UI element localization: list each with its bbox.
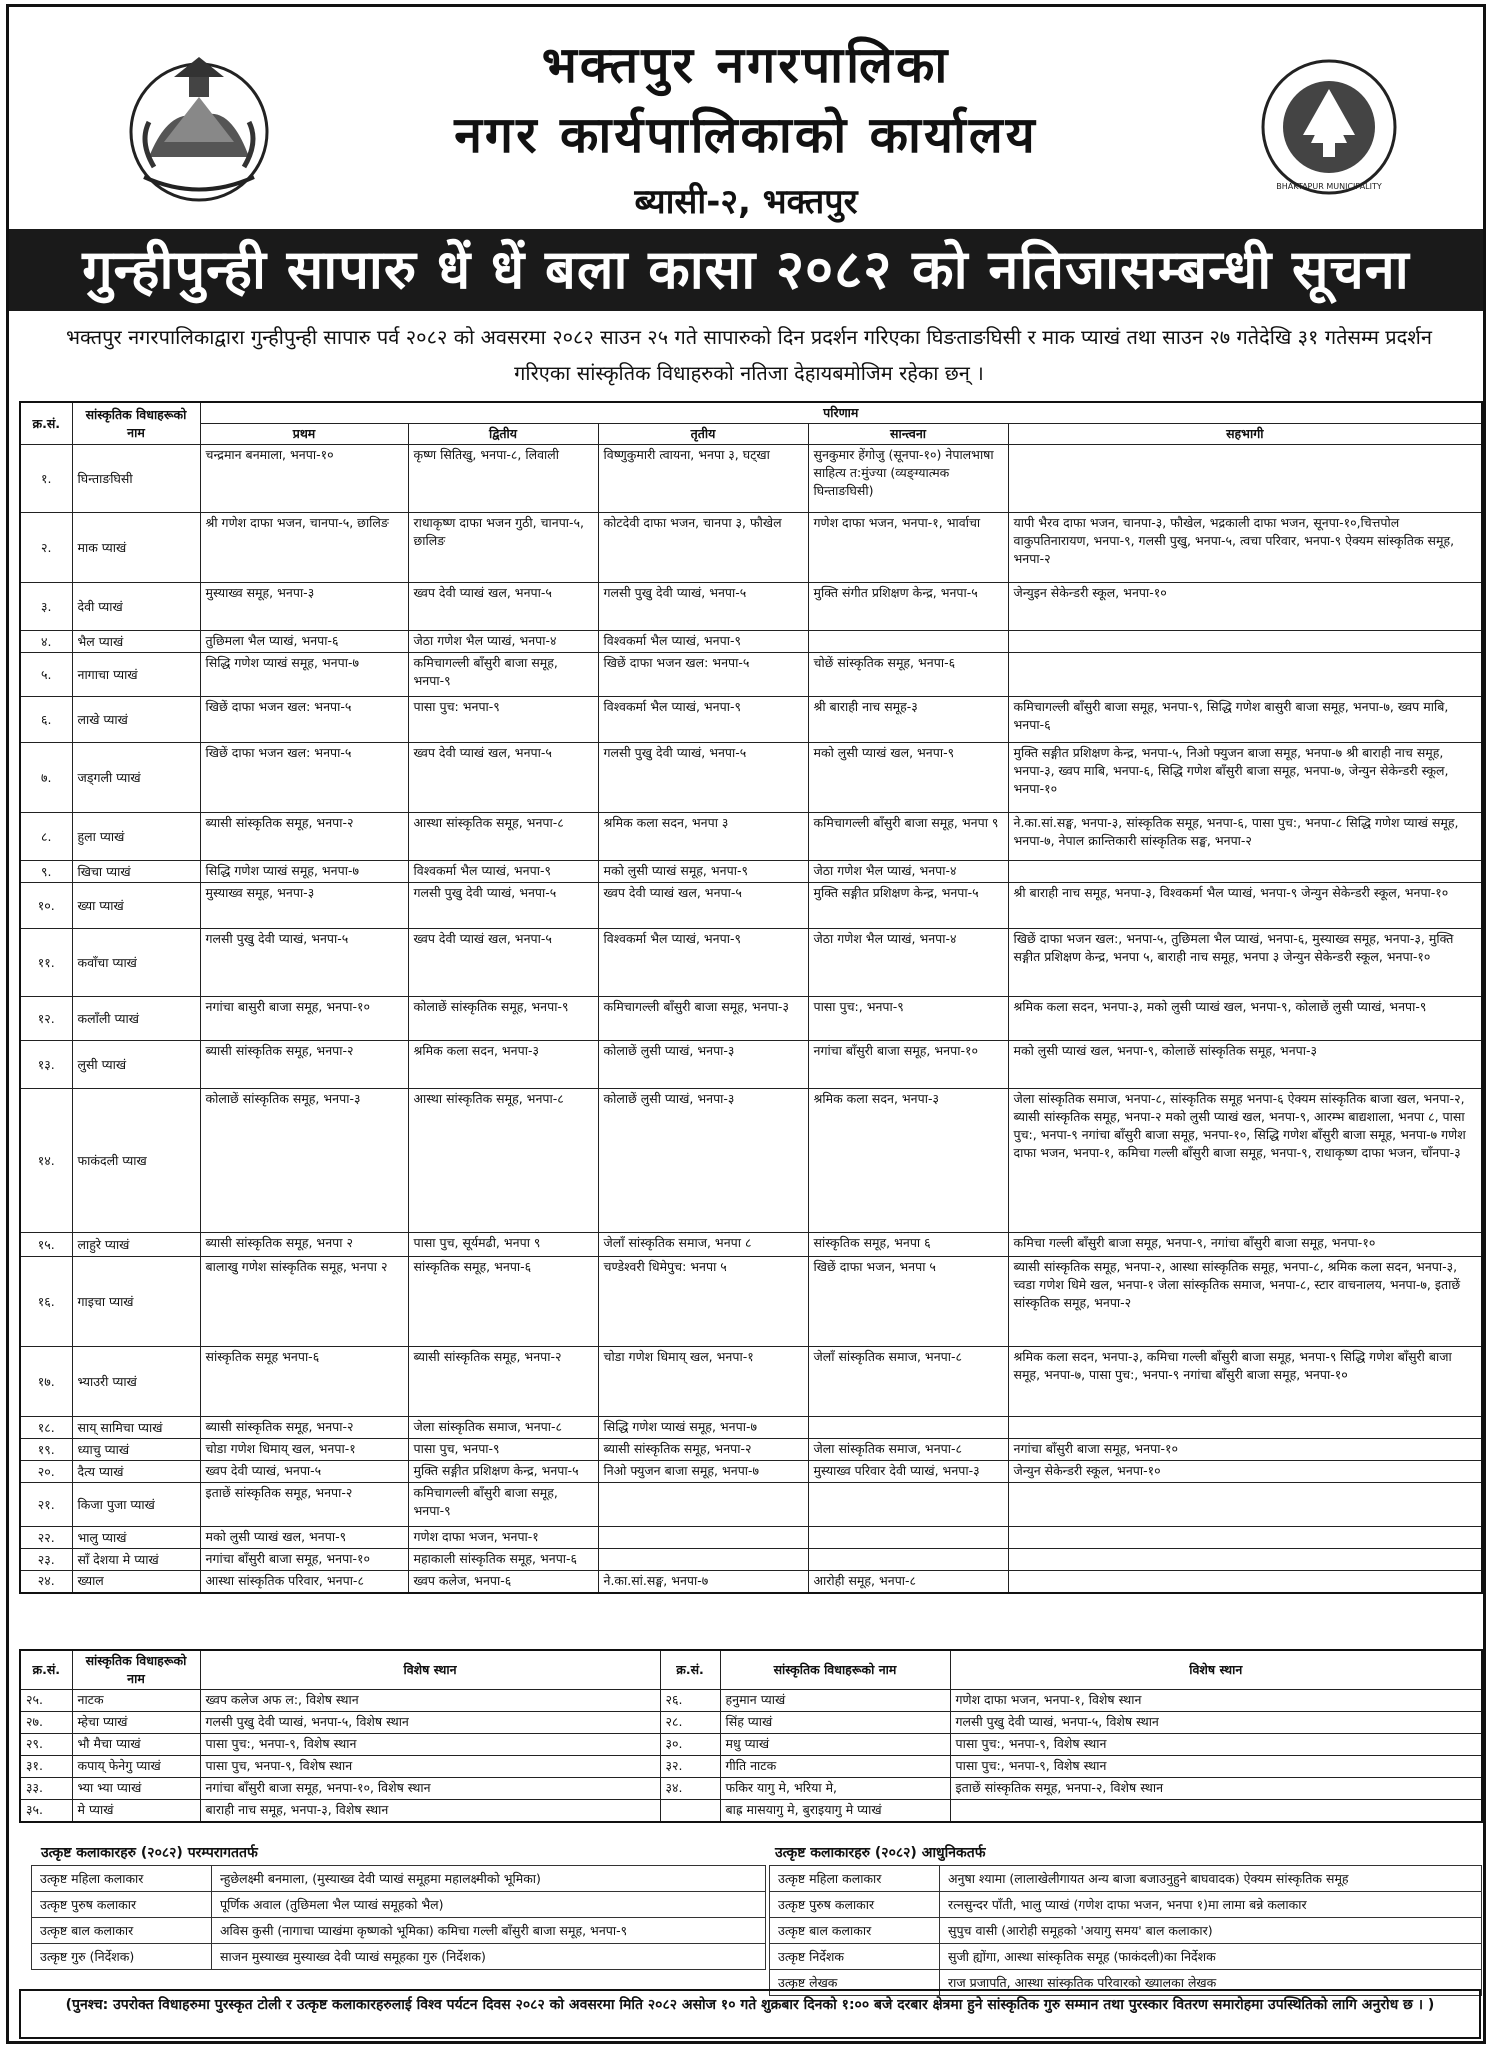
row-consolation [808, 631, 1008, 653]
row-first: सिद्धि गणेश प्याखं समूह, भनपा-७ [200, 653, 408, 697]
row-participation: जेन्युन सेकेन्डरी स्कूल, भनपा-१० [1008, 1461, 1482, 1483]
row-third: विश्वकर्मा भैल प्याखं, भनपा-९ [598, 697, 808, 743]
special-col-sn-2: क्र.सं. [660, 1650, 720, 1690]
row-first: कोलाछें सांस्कृतिक समूह, भनपा-३ [200, 1089, 408, 1233]
row-genre-name: खिचा प्याखं [72, 861, 200, 883]
row-second: पासा पुच: भनपा-९ [408, 697, 598, 743]
row-first: सांस्कृतिक समूह भनपा-६ [200, 1347, 408, 1417]
row-consolation: जेठा गणेश भैल प्याखं, भनपा-४ [808, 861, 1008, 883]
row-second: गणेश दाफा भजन, भनपा-१ [408, 1527, 598, 1549]
row-consolation: मुस्याख्व परिवार देवी प्याखं, भनपा-३ [808, 1461, 1008, 1483]
row-first: ब्यासी सांस्कृतिक समूह, भनपा २ [200, 1233, 408, 1257]
artist-name: राज प्रजापति, आस्था सांस्कृतिक परिवारको ख्यालका लेखक [940, 1970, 1482, 1996]
notice-banner-title: गुन्हीपुन्ही सापारु धें धें बला कासा २०८२ को नतिजासम्बन्धी सूचना [9, 229, 1483, 311]
artist-name: सुपुच वासी (आरोही समूहको 'अयागु समय' बाल कलाकार) [940, 1918, 1482, 1944]
result-row [20, 1527, 1482, 1549]
special-col-place-2: विशेष स्थान [950, 1650, 1482, 1690]
row-genre-name: किजा पुजा प्याखं [72, 1483, 200, 1527]
row-consolation: मुक्ति संगीत प्रशिक्षण केन्द्र, भनपा-५ [808, 583, 1008, 631]
row-participation: खिछें दाफा भजन खल:, भनपा-५, तुछिमला भैल प्याखं, भनपा-६, मुस्याख्व समूह, भनपा-३, मुक्ति सङ्गीत प्रशिक्षण केन्द्र, भनपा ५, बाराही नाच समूह, भनपा ३ जेन्युन सेकेन्डरी स्कूल, भनपा-१० [1008, 929, 1482, 997]
row-consolation [808, 1527, 1008, 1549]
result-row [20, 997, 1482, 1041]
row-first: नगांचा बाँसुरी बाजा समूह, भनपा-१० [200, 1549, 408, 1571]
row-participation [1008, 1527, 1482, 1549]
row-genre-name: लाखे प्याखं [72, 697, 200, 743]
result-row [20, 1347, 1482, 1417]
municipality-name: भक्तपुर नगरपालिका [541, 36, 951, 94]
artist-name: अविस कुसी (नागाचा प्याखंमा कृष्णको भूमिका) कमिचा गल्ली बाँसुरी बाजा समूह, भनपा-९ [212, 1918, 766, 1944]
special-sn-2 [660, 1800, 720, 1822]
row-first: चन्द्रमान बनमाला, भनपा-१० [200, 445, 408, 513]
artist-row [32, 1918, 766, 1944]
result-row [20, 513, 1482, 583]
row-third: श्रमिक कला सदन, भनपा ३ [598, 813, 808, 861]
row-third: ख्वप देवी प्याखं खल, भनपा-५ [598, 883, 808, 929]
special-genre-name: म्हेचा प्याखं [72, 1712, 200, 1734]
row-consolation: गणेश दाफा भजन, भनपा-१, भार्वाचा [808, 513, 1008, 583]
row-consolation: जेला सांस्कृतिक समाज, भनपा-८ [808, 1439, 1008, 1461]
special-place: ख्वप कलेज अफ ल:, विशेष स्थान [200, 1690, 660, 1712]
modern-artists-table [769, 1865, 1482, 1996]
row-first: मुस्याख्व समूह, भनपा-३ [200, 583, 408, 631]
result-row [20, 653, 1482, 697]
row-sn: १२. [20, 997, 72, 1041]
row-third: कोलाछें लुसी प्याखं, भनपा-३ [598, 1041, 808, 1089]
row-third: ब्यासी सांस्कृतिक समूह, भनपा-२ [598, 1439, 808, 1461]
row-genre-name: साय् सामिचा प्याखं [72, 1417, 200, 1439]
special-genre-name-2: बाह्र मासयागु मे, बुराइयागु मे प्याखं [720, 1800, 950, 1822]
row-genre-name: कवाँचा प्याखं [72, 929, 200, 997]
result-row [20, 883, 1482, 929]
row-sn: १६. [20, 1257, 72, 1347]
result-row [20, 1483, 1482, 1527]
row-first: चोडा गणेश धिमाय् खल, भनपा-१ [200, 1439, 408, 1461]
row-first: ब्यासी सांस्कृतिक समूह, भनपा-२ [200, 813, 408, 861]
row-second: ख्वप देवी प्याखं खल, भनपा-५ [408, 743, 598, 813]
row-participation: ने.का.सां.सङ्घ, भनपा-३, सांस्कृतिक समूह, भनपा-६, पासा पुच:, भनपा-८ सिद्धि गणेश प्याखं समूह, भनपा-७, नेपाल क्रान्तिकारी सांस्कृतिक सङ्घ, भनपा-२ [1008, 813, 1482, 861]
row-third: गलसी पुखु देवी प्याखं, भनपा-५ [598, 743, 808, 813]
row-genre-name: देवी प्याखं [72, 583, 200, 631]
row-genre-name: फाकंदली प्याख [72, 1089, 200, 1233]
row-sn: १५. [20, 1233, 72, 1257]
row-sn: २१. [20, 1483, 72, 1527]
row-second: कमिचागल्ली बाँसुरी बाजा समूह, भनपा-९ [408, 653, 598, 697]
special-col-name: सांस्कृतिक विधाहरूको नाम [72, 1650, 200, 1690]
row-first: आस्था सांस्कृतिक परिवार, भनपा-८ [200, 1571, 408, 1593]
special-sn: ३१. [20, 1756, 72, 1778]
row-participation [1008, 1549, 1482, 1571]
row-genre-name: हुला प्याखं [72, 813, 200, 861]
result-row [20, 631, 1482, 653]
row-first: सिद्धि गणेश प्याखं समूह, भनपा-७ [200, 861, 408, 883]
artist-name: अनुषा श्यामा (लालाखेलीगायत अन्य बाजा बजाउनुहुने बाघवादक) ऐक्यम सांस्कृतिक समूह [940, 1866, 1482, 1892]
row-participation [1008, 653, 1482, 697]
special-place-2: गणेश दाफा भजन, भनपा-१, विशेष स्थान [950, 1690, 1482, 1712]
row-sn: ४. [20, 631, 72, 653]
special-row [20, 1734, 1482, 1756]
artist-award-category: उत्कृष्ट लेखक [770, 1970, 940, 1996]
special-place-2: गलसी पुखु देवी प्याखं, भनपा-५, विशेष स्थान [950, 1712, 1482, 1734]
artist-row [32, 1892, 766, 1918]
row-consolation: नगांचा बाँसुरी बाजा समूह, भनपा-१० [808, 1041, 1008, 1089]
row-second: श्रमिक कला सदन, भनपा-३ [408, 1041, 598, 1089]
special-sn-2: २६. [660, 1690, 720, 1712]
row-consolation: श्रमिक कला सदन, भनपा-३ [808, 1089, 1008, 1233]
result-row [20, 1439, 1482, 1461]
special-col-sn: क्र.सं. [20, 1650, 72, 1690]
special-row [20, 1756, 1482, 1778]
special-place: गलसी पुखु देवी प्याखं, भनपा-५, विशेष स्थान [200, 1712, 660, 1734]
result-row [20, 583, 1482, 631]
row-consolation: आरोही समूह, भनपा-८ [808, 1571, 1008, 1593]
best-artists-section [19, 1843, 1481, 1989]
row-second: कमिचागल्ली बाँसुरी बाजा समूह, भनपा-९ [408, 1483, 598, 1527]
col-first: प्रथम [200, 424, 408, 445]
row-second: गलसी पुखु देवी प्याखं, भनपा-५ [408, 883, 598, 929]
special-place: पासा पुच, भनपा-९, विशेष स्थान [200, 1756, 660, 1778]
row-first: तुछिमला भैल प्याखं, भनपा-६ [200, 631, 408, 653]
row-sn: ५. [20, 653, 72, 697]
row-consolation: चोछें सांस्कृतिक समूह, भनपा-६ [808, 653, 1008, 697]
row-second: जेठा गणेश भैल प्याखं, भनपा-४ [408, 631, 598, 653]
artist-award-category: उत्कृष्ट पुरुष कलाकार [770, 1892, 940, 1918]
special-col-place: विशेष स्थान [200, 1650, 660, 1690]
result-row [20, 1549, 1482, 1571]
result-row [20, 813, 1482, 861]
row-first: ब्यासी सांस्कृतिक समूह, भनपा-२ [200, 1417, 408, 1439]
row-participation: श्री बाराही नाच समूह, भनपा-३, विश्वकर्मा भैल प्याखं, भनपा-९ जेन्युन सेकेन्डरी स्कूल, भनपा-१० [1008, 883, 1482, 929]
row-participation: ब्यासी सांस्कृतिक समूह, भनपा-२, आस्था सांस्कृतिक समूह, भनपा-८, श्रमिक कला सदन, भनपा-३, च्वडा गणेश धिमे खल, भनपा-१ जेला सांस्कृतिक समाज, भनपा-८, स्टार वाचनालय, भनपा-७, इताछें सांस्कृतिक समूह, भनपा-२ [1008, 1257, 1482, 1347]
row-sn: १. [20, 445, 72, 513]
row-second: कृष्ण सितिखु, भनपा-८, लिवाली [408, 445, 598, 513]
row-participation [1008, 445, 1482, 513]
row-first: खिछें दाफा भजन खल: भनपा-५ [200, 743, 408, 813]
special-genre-name-2: फकिर यागु मे, भरिया मे, [720, 1778, 950, 1800]
row-participation: कमिचा गल्ली बाँसुरी बाजा समूह, भनपा-९, नगांचा बाँसुरी बाजा समूह, भनपा-१० [1008, 1233, 1482, 1257]
row-sn: २. [20, 513, 72, 583]
row-consolation: श्री बाराही नाच समूह-३ [808, 697, 1008, 743]
row-genre-name: साँ देशया मे प्याखं [72, 1549, 200, 1571]
special-place: बाराही नाच समूह, भनपा-३, विशेष स्थान [200, 1800, 660, 1822]
row-participation: मुक्ति सङ्गीत प्रशिक्षण केन्द्र, भनपा-५, निओ फ्युजन बाजा समूह, भनपा-७ श्री बाराही नाच समूह, भनपा-३, ख्वप माबि, भनपा-६, सिद्धि गणेश बाँसुरी बाजा समूह, भनपा-७, जेन्युन सेकेन्डरी स्कूल, भनपा-१० [1008, 743, 1482, 813]
row-sn: १८. [20, 1417, 72, 1439]
artist-award-category: उत्कृष्ट पुरुष कलाकार [32, 1892, 212, 1918]
special-sn: २७. [20, 1712, 72, 1734]
row-genre-name: भैल प्याखं [72, 631, 200, 653]
result-row [20, 743, 1482, 813]
row-genre-name: भ्याउरी प्याखं [72, 1347, 200, 1417]
row-sn: २२. [20, 1527, 72, 1549]
special-place-2: पासा पुच:, भनपा-९, विशेष स्थान [950, 1756, 1482, 1778]
artist-row [32, 1944, 766, 1970]
row-sn: ८. [20, 813, 72, 861]
result-row [20, 929, 1482, 997]
result-row [20, 1233, 1482, 1257]
row-third: खिछें दाफा भजन खल: भनपा-५ [598, 653, 808, 697]
artist-award-category: उत्कृष्ट निर्देशक [770, 1944, 940, 1970]
result-row [20, 1089, 1482, 1233]
special-row [20, 1712, 1482, 1734]
row-consolation: मको लुसी प्याखं खल, भनपा-९ [808, 743, 1008, 813]
special-genre-name: भ्या भ्या प्याखं [72, 1778, 200, 1800]
row-third: मको लुसी प्याखं समूह, भनपा-९ [598, 861, 808, 883]
artist-name: साजन मुस्याख्व मुस्याख्व देवी प्याखं समूहका गुरु (निर्देशक) [212, 1944, 766, 1970]
row-second: विश्वकर्मा भैल प्याखं, भनपा-९ [408, 861, 598, 883]
row-second: कोलाछें सांस्कृतिक समूह, भनपा-९ [408, 997, 598, 1041]
row-sn: १४. [20, 1089, 72, 1233]
result-row [20, 1041, 1482, 1089]
result-row [20, 1571, 1482, 1593]
row-second: ख्वप देवी प्याखं खल, भनपा-५ [408, 583, 598, 631]
result-row [20, 445, 1482, 513]
artist-row [770, 1918, 1482, 1944]
row-second: मुक्ति सङ्गीत प्रशिक्षण केन्द्र, भनपा-५ [408, 1461, 598, 1483]
row-sn: ३. [20, 583, 72, 631]
row-genre-name: जड्गली प्याखं [72, 743, 200, 813]
row-third: सिद्धि गणेश प्याखं समूह, भनपा-७ [598, 1417, 808, 1439]
row-participation: मको लुसी प्याखं खल, भनपा-९, कोलाछें सांस्कृतिक समूह, भनपा-३ [1008, 1041, 1482, 1089]
notice-page [6, 4, 1486, 2044]
row-genre-name: दैत्य प्याखं [72, 1461, 200, 1483]
artist-row [770, 1892, 1482, 1918]
row-consolation: मुक्ति सङ्गीत प्रशिक्षण केन्द्र, भनपा-५ [808, 883, 1008, 929]
row-second: जेला सांस्कृतिक समाज, भनपा-८ [408, 1417, 598, 1439]
row-genre-name: नागाचा प्याखं [72, 653, 200, 697]
special-place: नगांचा बाँसुरी बाजा समूह, भनपा-१०, विशेष स्थान [200, 1778, 660, 1800]
row-consolation: पासा पुच:, भनपा-९ [808, 997, 1008, 1041]
special-sn-2: ३४. [660, 1778, 720, 1800]
row-participation: श्रमिक कला सदन, भनपा-३, कमिचा गल्ली बाँसुरी बाजा समूह, भनपा-९ सिद्धि गणेश बाँसुरी बाजा समूह, भनपा-७, पासा पुच:, भनपा-९ नगांचा बाँसुरी बाजा समूह, भनपा-१० [1008, 1347, 1482, 1417]
special-genre-name-2: गीति नाटक [720, 1756, 950, 1778]
row-second: ब्यासी सांस्कृतिक समूह, भनपा-२ [408, 1347, 598, 1417]
artist-name: रत्नसुन्दर पाँती, भालु प्याखं (गणेश दाफा भजन, भनपा १)मा लामा बन्ने कलाकार [940, 1892, 1482, 1918]
artist-name: पूर्णिक अवाल (तुछिमला भैल प्याखं समूहको भैल) [212, 1892, 766, 1918]
special-place-2: पासा पुच:, भनपा-९, विशेष स्थान [950, 1734, 1482, 1756]
row-participation [1008, 861, 1482, 883]
row-sn: १३. [20, 1041, 72, 1089]
col-result: परिणाम [200, 402, 1482, 424]
special-row [20, 1800, 1482, 1822]
special-row [20, 1778, 1482, 1800]
special-row [20, 1690, 1482, 1712]
row-third: विश्वकर्मा भैल प्याखं, भनपा-९ [598, 929, 808, 997]
special-col-name-2: सांस्कृतिक विधाहरूको नाम [720, 1650, 950, 1690]
row-sn: २०. [20, 1461, 72, 1483]
row-second: आस्था सांस्कृतिक समूह, भनपा-८ [408, 1089, 598, 1233]
special-genre-name: कपाय् फेनेगु प्याखं [72, 1756, 200, 1778]
row-third: जेलाँ सांस्कृतिक समाज, भनपा ८ [598, 1233, 808, 1257]
row-participation: जेला सांस्कृतिक समाज, भनपा-८, सांस्कृतिक समूह भनपा-६ ऐक्यम सांस्कृतिक बाजा खल, भनपा-२, ब्यासी सांस्कृतिक समूह, भनपा-२ मको लुसी प्याखं खल, भनपा-९, आरम्भ बाद्यशाला, भनपा ८, पासा पुच:, भनपा-९ नगांचा बाँसुरी बाजा समूह, भनपा-१०, सिद्धि गणेश बाँसुरी बाजा समूह, भनपा-७ गणेश दाफा भजन, भनपा-१, कमिचा गल्ली बाँसुरी बाजा समूह, भनपा-९, राधाकृष्ण दाफा भजन, चाँनपा-३ [1008, 1089, 1482, 1233]
row-second: ख्वप कलेज, भनपा-६ [408, 1571, 598, 1593]
municipality-seal-icon [1259, 57, 1399, 197]
artist-award-category: उत्कृष्ट गुरु (निर्देशक) [32, 1944, 212, 1970]
row-first: खिछें दाफा भजन खल: भनपा-५ [200, 697, 408, 743]
row-second: महाकाली सांस्कृतिक समूह, भनपा-६ [408, 1549, 598, 1571]
row-consolation: खिछें दाफा भजन, भनपा ५ [808, 1257, 1008, 1347]
artist-row [770, 1944, 1482, 1970]
office-name: नगर कार्यपालिकाको कार्यालय [454, 106, 1038, 164]
row-third: चण्डेश्वरी धिमेपुच: भनपा ५ [598, 1257, 808, 1347]
artist-award-category: उत्कृष्ट बाल कलाकार [770, 1918, 940, 1944]
row-second: आस्था सांस्कृतिक समूह, भनपा-८ [408, 813, 598, 861]
row-genre-name: भालु प्याखं [72, 1527, 200, 1549]
letterhead [9, 7, 1483, 229]
special-sn-2: ३०. [660, 1734, 720, 1756]
modern-artists-heading: उत्कृष्ट कलाकारहरु (२०८२) आधुनिकतर्फ [775, 1845, 986, 1861]
row-third [598, 1549, 808, 1571]
row-sn: ७. [20, 743, 72, 813]
row-participation: कमिचागल्ली बाँसुरी बाजा समूह, भनपा-९, सिद्धि गणेश बासुरी बाजा समूह, भनपा-७, ख्वप माबि, भनपा-६ [1008, 697, 1482, 743]
row-third: निओ फ्युजन बाजा समूह, भनपा-७ [598, 1461, 808, 1483]
row-genre-name: माक प्याखं [72, 513, 200, 583]
result-row [20, 1461, 1482, 1483]
row-consolation: सांस्कृतिक समूह, भनपा ६ [808, 1233, 1008, 1257]
special-sn-2: ३२. [660, 1756, 720, 1778]
row-sn: १७. [20, 1347, 72, 1417]
row-participation [1008, 1483, 1482, 1527]
row-third: कोलाछें लुसी प्याखं, भनपा-३ [598, 1089, 808, 1233]
row-sn: १०. [20, 883, 72, 929]
row-consolation: कमिचागल्ली बाँसुरी बाजा समूह, भनपा ९ [808, 813, 1008, 861]
special-genre-name: मे प्याखं [72, 1800, 200, 1822]
special-genre-name: नाटक [72, 1690, 200, 1712]
row-consolation [808, 1483, 1008, 1527]
result-row [20, 697, 1482, 743]
special-sn: २५. [20, 1690, 72, 1712]
special-genre-name: भौ मैचा प्याखं [72, 1734, 200, 1756]
row-third: कमिचागल्ली बाँसुरी बाजा समूह, भनपा-३ [598, 997, 808, 1041]
row-genre-name: घिन्ताङघिसी [72, 445, 200, 513]
row-second: राधाकृष्ण दाफा भजन गुठी, चानपा-५, छालिङ [408, 513, 598, 583]
row-first: श्री गणेश दाफा भजन, चानपा-५, छालिङ [200, 513, 408, 583]
row-first: गलसी पुखु देवी प्याखं, भनपा-५ [200, 929, 408, 997]
row-second: सांस्कृतिक समूह, भनपा-६ [408, 1257, 598, 1347]
traditional-artists-heading: उत्कृष्ट कलाकारहरु (२०८२) परम्परागततर्फ [41, 1845, 258, 1861]
results-table [19, 401, 1483, 1594]
row-third: विष्णुकुमारी त्वायना, भनपा ३, घट्खा [598, 445, 808, 513]
artist-row [770, 1866, 1482, 1892]
artist-award-category: उत्कृष्ट बाल कलाकार [32, 1918, 212, 1944]
row-third: गलसी पुखु देवी प्याखं, भनपा-५ [598, 583, 808, 631]
artist-award-category: उत्कृष्ट महिला कलाकार [770, 1866, 940, 1892]
row-genre-name: ध्याचु प्याखं [72, 1439, 200, 1461]
col-sn: क्र.सं. [20, 402, 72, 445]
row-participation: नगांचा बाँसुरी बाजा समूह, भनपा-१० [1008, 1439, 1482, 1461]
special-genre-name-2: सिंह प्याखं [720, 1712, 950, 1734]
row-participation [1008, 1571, 1482, 1593]
row-third [598, 1483, 808, 1527]
row-first: मको लुसी प्याखं खल, भनपा-९ [200, 1527, 408, 1549]
row-first: नगांचा बासुरी बाजा समूह, भनपा-१० [200, 997, 408, 1041]
row-third [598, 1527, 808, 1549]
row-first: इताछें सांस्कृतिक समूह, भनपा-२ [200, 1483, 408, 1527]
intro-paragraph: भक्तपुर नगरपालिकाद्वारा गुन्हीपुन्ही सापारु पर्व २०८२ को अवसरमा २०८२ साउन २५ गते सापारुको दिन प्रदर्शन गरिएका घिङताङघिसी र माक प्याखं तथा साउन २७ गतेदेखि ३१ गतेसम्म प्रदर्शन गरिएका सांस्कृतिक विधाहरुको नतिजा देहायबमोजिम रहेका छन् । [66, 325, 1432, 385]
row-sn: ९. [20, 861, 72, 883]
row-participation [1008, 1417, 1482, 1439]
row-participation [1008, 631, 1482, 653]
special-place-2: इताछें सांस्कृतिक समूह, भनपा-२, विशेष स्थान [950, 1778, 1482, 1800]
special-genre-name-2: हनुमान प्याखं [720, 1690, 950, 1712]
special-place: पासा पुच:, भनपा-९, विशेष स्थान [200, 1734, 660, 1756]
row-first: बालाखु गणेश सांस्कृतिक समूह, भनपा २ [200, 1257, 408, 1347]
row-third: विश्वकर्मा भैल प्याखं, भनपा-९ [598, 631, 808, 653]
row-third: चोडा गणेश धिमाय् खल, भनपा-१ [598, 1347, 808, 1417]
row-consolation: सुनकुमार हेंगोजु (सूनपा-१०) नेपालभाषा साहित्य त:मुंज्या (व्यङ्ग्यात्मक घिन्ताङघिसी) [808, 445, 1008, 513]
col-participation: सहभागी [1008, 424, 1482, 445]
col-second: द्वितीय [408, 424, 598, 445]
row-sn: १९. [20, 1439, 72, 1461]
special-sn: ३३. [20, 1778, 72, 1800]
artist-name: सुजी ह्योंगा, आस्था सांस्कृतिक समूह (फाकंदली)का निर्देशक [940, 1944, 1482, 1970]
seal-text: BHAKTAPUR MUNICIPALITY [1276, 182, 1382, 191]
traditional-artists-table [31, 1865, 766, 1970]
artist-award-category: उत्कृष्ट महिला कलाकार [32, 1866, 212, 1892]
row-genre-name: कलाँली प्याखं [72, 997, 200, 1041]
row-second: ख्वप देवी प्याखं खल, भनपा-५ [408, 929, 598, 997]
col-name: सांस्कृतिक विधाहरूको नाम [72, 402, 200, 445]
row-consolation [808, 1417, 1008, 1439]
row-third: ने.का.सां.सङ्घ, भनपा-७ [598, 1571, 808, 1593]
artist-row [32, 1866, 766, 1892]
col-consolation: सान्त्वना [808, 424, 1008, 445]
result-row [20, 861, 1482, 883]
row-consolation [808, 1549, 1008, 1571]
row-sn: ६. [20, 697, 72, 743]
office-address: ब्यासी-२, भक्तपुर [634, 182, 858, 222]
row-genre-name: ख्या प्याखं [72, 883, 200, 929]
row-participation: जेन्युइन सेकेन्डरी स्कूल, भनपा-१० [1008, 583, 1482, 631]
special-sn-2: २८. [660, 1712, 720, 1734]
row-participation: यापी भैरव दाफा भजन, चानपा-३, फौखेल, भद्रकाली दाफा भजन, सूनपा-१०,चित्तपोल वाकुपतिनारायण, भनपा-९, गलसी पुखु, भनपा-५, त्वचा परिवार, भनपा-९ ऐक्यम सांस्कृतिक समूह, भनपा-२ [1008, 513, 1482, 583]
row-first: ख्वप देवी प्याखं, भनपा-५ [200, 1461, 408, 1483]
row-genre-name: गाइचा प्याखं [72, 1257, 200, 1347]
row-sn: ११. [20, 929, 72, 997]
row-third: कोटदेवी दाफा भजन, चानपा ३, फौखेल [598, 513, 808, 583]
row-consolation: जेलाँ सांस्कृतिक समाज, भनपा-८ [808, 1347, 1008, 1417]
row-sn: २४. [20, 1571, 72, 1593]
special-place-table [19, 1649, 1483, 1823]
special-genre-name-2: मधु प्याखं [720, 1734, 950, 1756]
row-first: ब्यासी सांस्कृतिक समूह, भनपा-२ [200, 1041, 408, 1089]
special-place-2 [950, 1800, 1482, 1822]
result-row [20, 1257, 1482, 1347]
row-second: पासा पुच, सूर्यमढी, भनपा ९ [408, 1233, 598, 1257]
result-row [20, 1417, 1482, 1439]
row-consolation: जेठा गणेश भैल प्याखं, भनपा-४ [808, 929, 1008, 997]
special-sn: ३५. [20, 1800, 72, 1822]
row-sn: २३. [20, 1549, 72, 1571]
col-third: तृतीय [598, 424, 808, 445]
row-genre-name: लुसी प्याखं [72, 1041, 200, 1089]
row-participation: श्रमिक कला सदन, भनपा-३, मको लुसी प्याखं खल, भनपा-९, कोलाछें लुसी प्याखं, भनपा-९ [1008, 997, 1482, 1041]
row-second: पासा पुच, भनपा-९ [408, 1439, 598, 1461]
special-sn: २९. [20, 1734, 72, 1756]
row-genre-name: लाहुरे प्याखं [72, 1233, 200, 1257]
artist-name: न्हुछेलक्ष्मी बनमाला, (मुस्याख्व देवी प्याखं समूहमा महालक्ष्मीको भूमिका) [212, 1866, 766, 1892]
row-genre-name: ख्याल [72, 1571, 200, 1593]
footnote: (पुनश्च: उपरोक्त विधाहरुमा पुरस्कृत टोली र उत्कृष्ट कलाकारहरुलाई विश्व पर्यटन दिवस २०८२ को अवसरमा मिति २०८२ असोज १० गते शुक्रबार दिनको १:०० बजे दरबार क्षेत्रमा हुने सांस्कृतिक गुरु सम्मान तथा पुरस्कार वितरण समारोहमा उपस्थितिको लागि अनुरोध छ । ) [19, 1989, 1481, 2039]
row-first: मुस्याख्व समूह, भनपा-३ [200, 883, 408, 929]
